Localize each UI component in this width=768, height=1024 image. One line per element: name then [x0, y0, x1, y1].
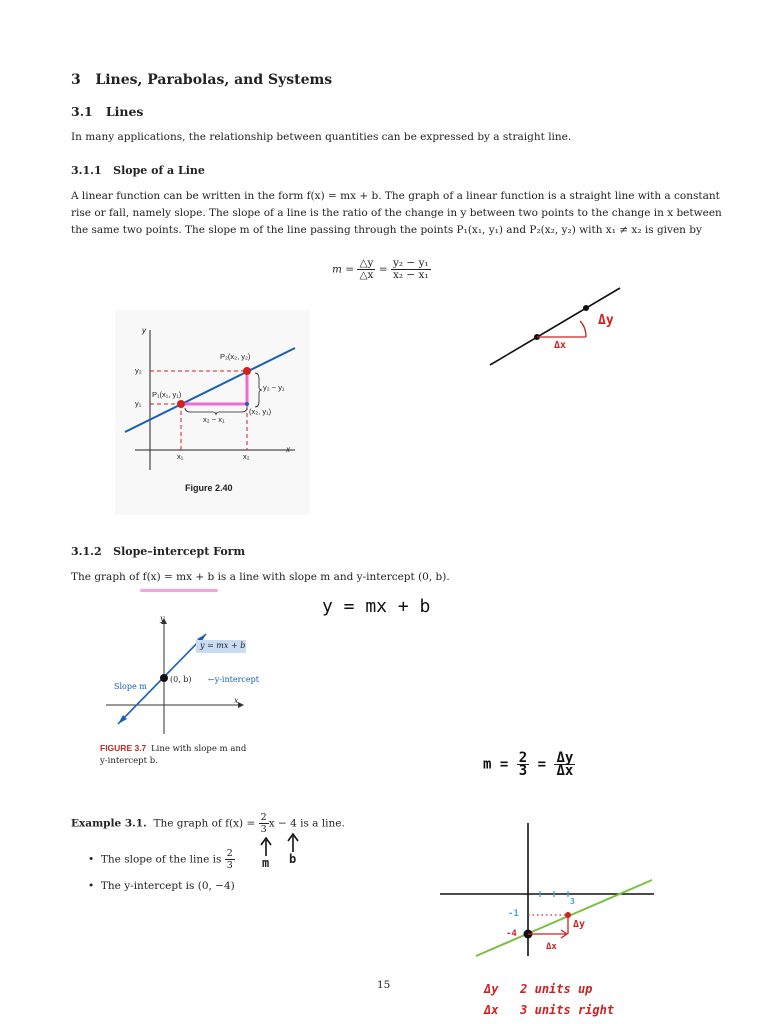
fig240-x-axis-label: x: [286, 445, 290, 454]
graph-neg4-label: -4: [506, 929, 517, 939]
fig240-dx-label: x₂ − x₁: [203, 415, 225, 424]
fig37-caption: FIGURE 3.7 Line with slope m and: [100, 743, 247, 754]
graph-dx-label: Δx: [546, 942, 557, 952]
graph-neg1-label: -1: [508, 909, 519, 919]
intro-paragraph: In many applications, the relationship between quantities can be expressed by a straight line.: [71, 131, 572, 143]
graph-three-label: 3: [570, 897, 575, 906]
example-line: Example 3.1. The graph of f(x) = $\frac{2}{3}$ x − 4 is a line.: [71, 812, 345, 835]
fig37-x-axis-label: x: [234, 696, 239, 705]
fig240-y1-label: y₁: [135, 399, 142, 408]
slope-paragraph-line-2: rise or fall, namely slope. The slope of a line is the ratio of the change in y between two points to the change in x between: [71, 207, 722, 219]
fig37-point-label: (0, b): [170, 675, 192, 684]
bullet-slope: • The slope of the line is $\frac{2}{3}$: [88, 848, 233, 871]
note-dy: Δy 2 units up: [484, 982, 593, 996]
slope-formula: m = $\frac{\triangle y}{\triangle x}$ = $\frac{\text{y₂ − y₁}}{\text{x₂ − x₁}}$: [332, 257, 429, 281]
slope-intercept-text: The graph of f(x) = mx + b is a line with slope m and y-intercept (0, b).: [71, 571, 450, 583]
slope-paragraph-line-3: the same two points. The slope m of the line passing through the points P₁(x₁, y₁) and P₂(x₂, y₂) with x₁ ≠ x₂ is given by: [71, 224, 702, 236]
fig240-corner-label: (x₂, y₁): [249, 407, 272, 416]
fig240-p1-label: P₁(x₁, y₁): [152, 390, 182, 399]
fig37-equation-label: y = mx + b: [200, 641, 246, 650]
graph-dy-label: Δy: [573, 919, 586, 930]
fig240-y-axis-label: y: [142, 326, 146, 335]
fig37-caption-line-2: y-intercept b.: [100, 756, 158, 766]
subsubsection-heading-slope: 3.1.1 Slope of a Line: [71, 164, 205, 177]
handwritten-equation: y = mx + b: [322, 596, 431, 617]
sketch-dx-label: Δx: [554, 340, 567, 351]
slope-paragraph-line-1: A linear function can be written in the form f(x) = mx + b. The graph of a linear function is a straight line with a constant: [71, 190, 720, 202]
fig37-slope-label: Slope m: [114, 682, 147, 691]
fig240-x1-label: x₁: [177, 452, 184, 461]
bullet-intercept: • The y-intercept is (0, −4): [88, 880, 235, 892]
fig240-x2-label: x₂: [243, 452, 250, 461]
fig240-y2-label: y₂: [135, 366, 142, 375]
pink-highlight-underline: [140, 589, 218, 592]
handwritten-m: m: [262, 856, 270, 870]
section-heading: 3 Lines, Parabolas, and Systems: [71, 72, 333, 88]
fig37-intercept-label: ←y-intercept: [208, 675, 259, 684]
page-number: 15: [377, 979, 391, 991]
subsubsection-heading-slope-intercept: 3.1.2 Slope–intercept Form: [71, 545, 246, 558]
handwritten-slope-sketch: [480, 280, 640, 375]
handwritten-b: b: [289, 852, 297, 866]
handwritten-slope-value: m = $\frac{2}{3}$ = $\frac{\Delta y}{\Delta x}$: [483, 750, 574, 779]
handwritten-graph: [436, 818, 658, 958]
sketch-dy-label: Δy: [598, 313, 614, 328]
note-dx: Δx 3 units right: [484, 1003, 615, 1017]
fig240-p2-label: P₂(x₂, y₂): [220, 352, 251, 361]
subsection-heading: 3.1 Lines: [71, 104, 144, 119]
figure-2-40: [115, 310, 310, 515]
fig240-dy-label: y₂ − y₁: [263, 383, 285, 392]
figure-3-7: [98, 612, 278, 777]
fig240-caption: Figure 2.40: [185, 483, 233, 493]
fig37-y-axis-label: y: [160, 614, 165, 623]
